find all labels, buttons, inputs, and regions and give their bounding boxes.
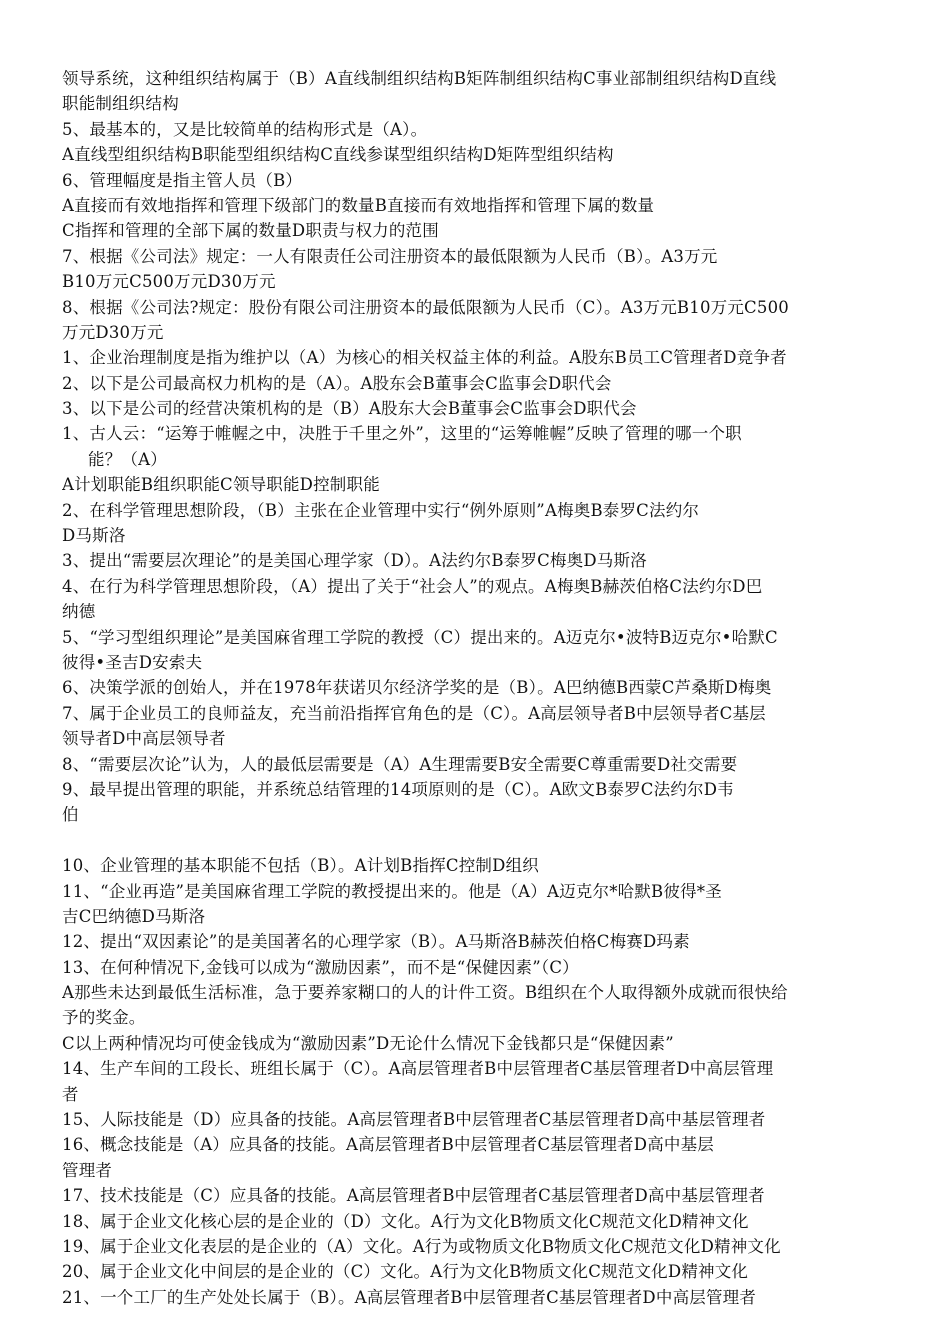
text-line: 12、提出“双因素论”的是美国著名的心理学家（B）。A马斯洛B赫茨伯格C梅赛D玛素 <box>62 932 690 952</box>
text-line: 18、属于企业文化核心层的是企业的（D）文化。A行为文化B物质文化C规范文化D精神文化 <box>62 1211 749 1231</box>
text-line: C指挥和管理的全部下属的数量D职责与权力的范围 <box>62 221 439 241</box>
text-line: 5、“学习型组织理论”是美国麻省理工学院的教授（C）提出来的。A迈克尔•波特B迈克尔•哈默C <box>62 627 778 647</box>
text-line: 11、“企业再造”是美国麻省理工学院的教授提出来的。他是（A）A迈克尔*哈默B彼得*圣 <box>62 881 722 901</box>
text-line: 15、人际技能是（D）应具备的技能。A高层管理者B中层管理者C基层管理者D高中基层管理者 <box>62 1110 766 1130</box>
text-line: 彼得•圣吉D安索夫 <box>62 652 203 672</box>
text-line: 2、在科学管理思想阶段，（B）主张在企业管理中实行“例外原则”A梅奥B泰罗C法约尔 <box>62 500 700 520</box>
text-line: 伯 <box>62 805 79 825</box>
text-line: 职能制组织结构 <box>62 94 179 114</box>
text-line: 管理者 <box>62 1160 113 1180</box>
text-line: D马斯洛 <box>62 526 126 546</box>
text-line: 20、属于企业文化中间层的是企业的（C）文化。A行为文化B物质文化C规范文化D精神文化 <box>62 1262 749 1282</box>
text-line: 3、提出“需要层次理论”的是美国心理学家（D）。A法约尔B泰罗C梅奥D马斯洛 <box>62 551 647 571</box>
text-line: A直接而有效地指挥和管理下级部门的数量B直接而有效地指挥和管理下属的数量 <box>62 195 655 215</box>
text-line: 者 <box>62 1084 79 1104</box>
text-line: 9、最早提出管理的职能，并系统总结管理的14项原则的是（C）。A欧文B泰罗C法约尔D韦 <box>62 779 734 799</box>
text-line: 13、在何种情况下,金钱可以成为“激励因素”，而不是“保健因素”（C） <box>62 957 579 977</box>
text-line: 16、概念技能是（A）应具备的技能。A高层管理者B中层管理者C基层管理者D高中基层 <box>62 1135 715 1155</box>
question-text-block <box>62 66 912 1310</box>
text-line: 4、在行为科学管理思想阶段，（A）提出了关于“社会人”的观点。A梅奥B赫茨伯格C法约尔D巴 <box>62 576 763 596</box>
text-line: A计划职能B组织职能C领导职能D控制职能 <box>62 475 380 495</box>
text-line: 予的奖金。 <box>62 1008 146 1028</box>
text-line: 7、属于企业员工的良师益友，充当前沿指挥官角色的是（C）。A高层领导者B中层领导者C基层 <box>62 703 766 723</box>
text-line: 5、最基本的，又是比较简单的结构形式是（A）。 <box>62 119 428 139</box>
text-line: 14、生产车间的工段长、班组长属于（C）。A高层管理者B中层管理者C基层管理者D中高层管理 <box>62 1059 774 1079</box>
text-line: 21、一个工厂的生产处处长属于（B）。A高层管理者B中层管理者C基层管理者D中高层管理者 <box>62 1287 757 1307</box>
text-line: 10、企业管理的基本职能不包括（B）。A计划B指挥C控制D组织 <box>62 856 539 876</box>
text-line: 1、企业治理制度是指为维护以（A）为核心的相关权益主体的利益。A股东B员工C管理者D竞争者 <box>62 348 787 368</box>
text-line: 7、根据《公司法》规定：一人有限责任公司注册资本的最低限额为人民币（B）。A3万元 <box>62 246 718 266</box>
text-line: 8、根据《公司法?规定：股份有限公司注册资本的最低限额为人民币（C）。A3万元B10万元C500 <box>62 297 789 317</box>
text-line: 3、以下是公司的经营决策机构的是（B）A股东大会B董事会C监事会D职代会 <box>62 399 637 419</box>
text-line: 万元D30万元 <box>62 322 164 342</box>
text-line: 6、管理幅度是指主管人员（B） <box>62 170 303 190</box>
text-line: A那些未达到最低生活标准，急于要养家糊口的人的计件工资。B组织在个人取得额外成就而很快给 <box>62 983 788 1003</box>
text-line: A直线型组织结构B职能型组织结构C直线参谋型组织结构D矩阵型组织结构 <box>62 145 614 165</box>
text-line: 纳德 <box>62 602 96 622</box>
text-line: 19、属于企业文化表层的是企业的（A）文化。A行为或物质文化B物质文化C规范文化D精神文化 <box>62 1236 781 1256</box>
blank-line <box>62 828 912 853</box>
text-line: 能？（A） <box>88 449 167 469</box>
text-line: 领导者D中高层领导者 <box>62 729 226 749</box>
text-line: 2、以下是公司最高权力机构的是（A）。A股东会B董事会C监事会D职代会 <box>62 373 612 393</box>
text-line: B10万元C500万元D30万元 <box>62 272 276 292</box>
text-line: 吉C巴纳德D马斯洛 <box>62 906 206 926</box>
text-line: 领导系统，这种组织结构属于（B）A直线制组织结构B矩阵制组织结构C事业部制组织结构D直线 <box>62 69 777 88</box>
text-line: 8、“需要层次论”认为，人的最低层需要是（A）A生理需要B安全需要C尊重需要D社交需要 <box>62 754 738 774</box>
text-line: C以上两种情况均可使金钱成为“激励因素”D无论什么情况下金钱都只是“保健因素” <box>62 1033 674 1053</box>
text-line: 6、决策学派的创始人，并在1978年获诺贝尔经济学奖的是（B）。A巴纳德B西蒙C芦桑斯D梅奥 <box>62 678 772 698</box>
text-line: 17、技术技能是（C）应具备的技能。A高层管理者B中层管理者C基层管理者D高中基层管理者 <box>62 1186 765 1206</box>
text-line: 1、古人云：“运筹于帷幄之中，决胜于千里之外”，这里的“运筹帷幄”反映了管理的哪一个职 <box>62 424 742 444</box>
